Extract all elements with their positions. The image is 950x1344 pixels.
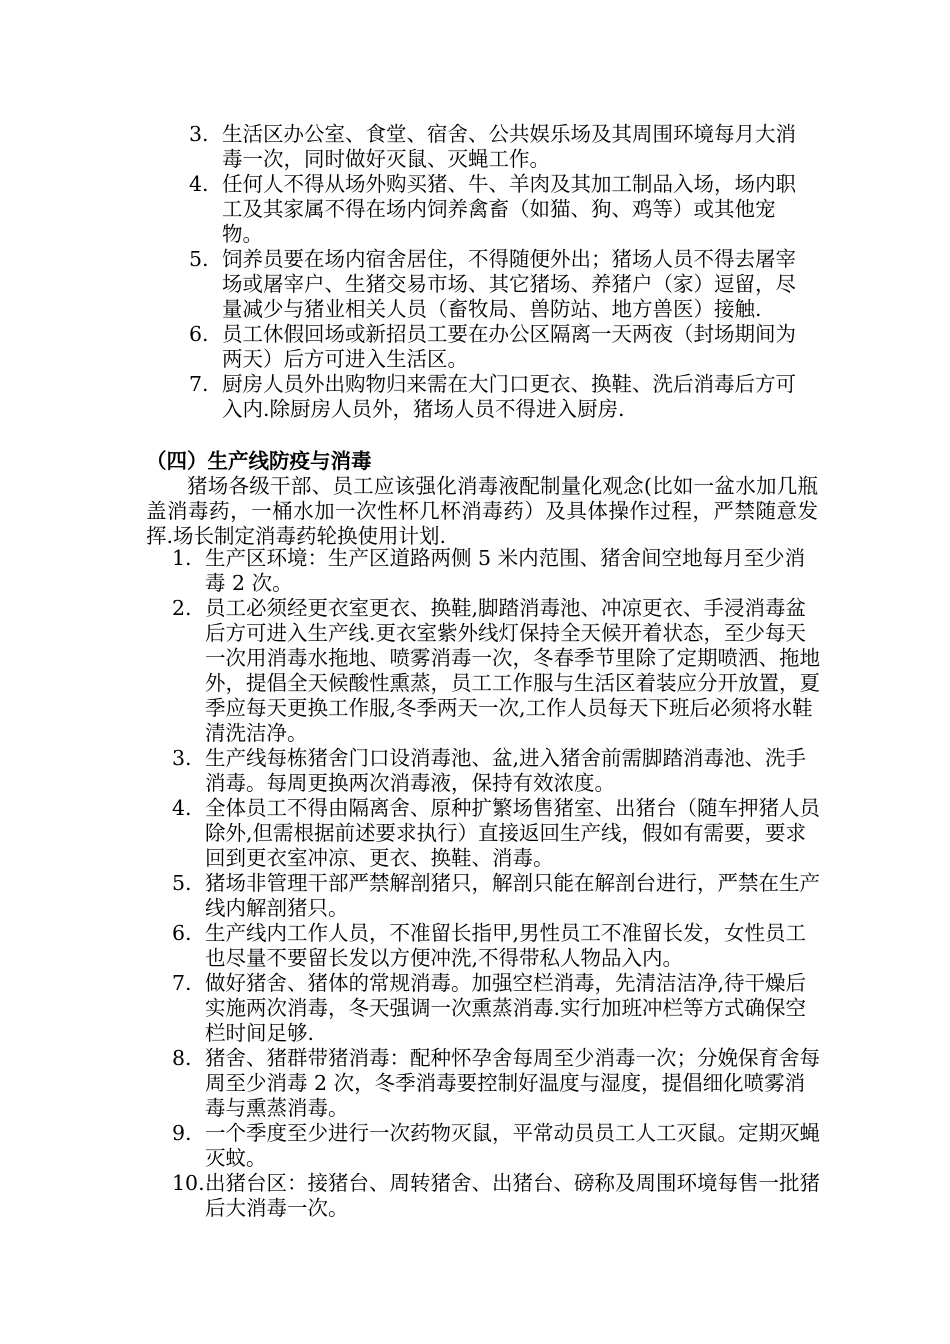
item-number: 5.: [172, 871, 192, 895]
section-heading: （四）生产线防疫与消毒: [146, 449, 372, 473]
list-item: [0, 172, 810, 247]
item-number: 4.: [189, 172, 209, 196]
item-number: 3.: [172, 746, 192, 770]
item-number: 1.: [172, 546, 192, 570]
item-text: 一个季度至少进行一次药物灭鼠，平常动员员工人工灭鼠。定期灭蝇灭蚊。: [205, 1121, 820, 1170]
item-number: 6.: [189, 322, 209, 346]
list-item: [0, 1121, 825, 1171]
list-item: [0, 122, 810, 172]
list-item: [0, 247, 810, 322]
item-number: 7.: [172, 971, 192, 995]
item-text: 做好猪舍、猪体的常规消毒。加强空栏消毒，先清洁洁净,待干燥后实施两次消毒，冬天强调一次熏蒸消毒.实行加班冲栏等方式确保空栏时间足够.: [205, 971, 807, 1045]
list-item: [0, 546, 825, 596]
list-item: [0, 746, 825, 796]
list-item: [0, 971, 825, 1046]
list-item: [0, 372, 810, 422]
item-text: 员工休假回场或新招员工要在办公区隔离一天两夜（封场期间为两天）后方可进入生活区。: [222, 322, 796, 371]
item-text: 生产区环境：生产区道路两侧 5 米内范围、猪舍间空地每月至少消毒 2 次。: [205, 546, 806, 595]
list-item: [0, 796, 825, 871]
item-text: 猪场非管理干部严禁解剖猪只，解剖只能在解剖台进行，严禁在生产线内解剖猪只。: [205, 871, 820, 920]
item-text: 生活区办公室、食堂、宿舍、公共娱乐场及其周围环境每月大消毒一次，同时做好灭鼠、灭蝇工作。: [222, 122, 796, 171]
item-text: 任何人不得从场外购买猪、牛、羊肉及其加工制品入场，场内职工及其家属不得在场内饲养禽畜（如猫、狗、鸡等）或其他宠物。: [222, 172, 796, 246]
item-number: 4.: [172, 796, 192, 820]
list-item: [0, 921, 825, 971]
list-item: [0, 1046, 825, 1121]
item-text: 出猪台区：接猪台、周转猪舍、出猪台、磅称及周围环境每售一批猪后大消毒一次。: [205, 1171, 820, 1220]
item-text: 猪舍、猪群带猪消毒：配种怀孕舍每周至少消毒一次；分娩保育舍每周至少消毒 2 次，冬季消毒要控制好温度与湿度，提倡细化喷雾消毒与熏蒸消毒。: [205, 1046, 820, 1120]
rules-list-production-line: [0, 546, 950, 1221]
list-item: [0, 322, 810, 372]
item-number: 8.: [172, 1046, 192, 1070]
item-number: 5.: [189, 247, 209, 271]
list-item: [0, 596, 825, 746]
item-text: 全体员工不得由隔离舍、原种扩繁场售猪室、出猪台（随车押猪人员除外,但需根据前述要求执行）直接返回生产线，假如有需要，要求回到更衣室冲凉、更衣、换鞋、消毒。: [205, 796, 820, 870]
item-number: 3.: [189, 122, 209, 146]
item-text: 饲养员要在场内宿舍居住，不得随便外出；猪场人员不得去屠宰场或屠宰户、生猪交易市场、其它猪场、养猪户（家）逗留，尽量减少与猪业相关人员（畜牧局、兽防站、地方兽医）接触.: [222, 247, 796, 321]
item-number: 2.: [172, 596, 192, 620]
section-intro-paragraph: 猪场各级干部、员工应该强化消毒液配制量化观念(比如一盆水加几瓶盖消毒药，一桶水加一次性杯几杯消毒药）及具体操作过程，严禁随意发挥.场长制定消毒药轮换使用计划.: [146, 474, 818, 548]
rules-list-living-area: [0, 122, 950, 422]
item-text: 生产线内工作人员，不准留长指甲,男性员工不准留长发，女性员工也尽量不要留长发以方便冲洗,不得带私人物品入内。: [205, 921, 807, 970]
item-number: 9.: [172, 1121, 192, 1145]
item-text: 生产线每栋猪舍门口设消毒池、盆,进入猪舍前需脚踏消毒池、洗手消毒。每周更换两次消毒液，保持有效浓度。: [205, 746, 807, 795]
item-number: 10.: [172, 1171, 205, 1195]
item-number: 7.: [189, 372, 209, 396]
item-text: 厨房人员外出购物归来需在大门口更衣、换鞋、洗后消毒后方可入内.除厨房人员外，猪场人员不得进入厨房.: [222, 372, 796, 421]
list-item: [0, 1171, 825, 1221]
item-text: 员工必须经更衣室更衣、换鞋,脚踏消毒池、冲凉更衣、手浸消毒盆后方可进入生产线.更衣室紫外线灯保持全天候开着状态，至少每天一次用消毒水拖地、喷雾消毒一次，冬春季节里除了定期喷洒、拖地外，提倡全天候酸性熏蒸，员工工作服与生活区着装应分开放置，夏季应每天更换工作服,冬季两天一次,工作人员每天下班后必须将水鞋清洗洁净。: [205, 596, 820, 745]
list-item: [0, 871, 825, 921]
item-number: 6.: [172, 921, 192, 945]
